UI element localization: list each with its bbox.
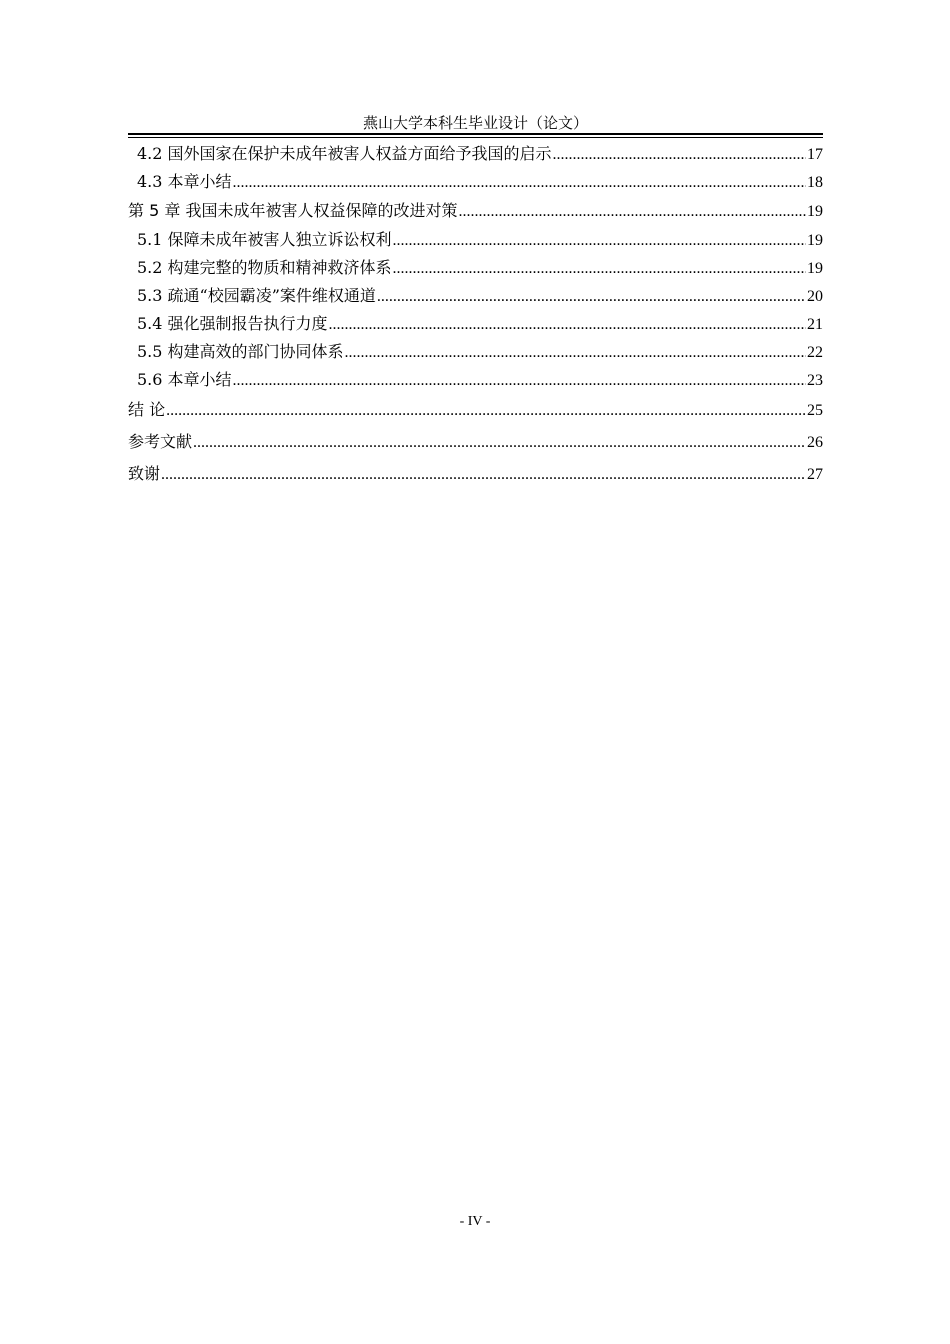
page-header: 燕山大学本科生毕业设计（论文） <box>362 114 588 132</box>
toc-entry-page: 19 <box>807 260 823 277</box>
toc-entry-title: 5.2 构建完整的物质和精神救济体系 <box>137 258 392 277</box>
toc-dot-leader <box>345 339 806 367</box>
toc-entry-title: 4.2 国外国家在保护未成年被害人权益方面给予我国的启示 <box>137 144 552 163</box>
header-rule-thick <box>128 133 823 135</box>
toc-entry-page: 25 <box>807 402 823 419</box>
table-of-contents <box>128 140 823 490</box>
toc-entry[interactable] <box>128 458 823 490</box>
toc-dot-leader <box>193 427 806 459</box>
toc-entry-page: 21 <box>807 316 823 333</box>
toc-entry-page: 20 <box>807 288 823 305</box>
toc-dot-leader <box>233 367 806 395</box>
toc-dot-leader <box>166 395 806 427</box>
toc-entry[interactable] <box>128 196 823 226</box>
toc-entry[interactable] <box>128 394 823 426</box>
toc-entry-title: 5.4 强化强制报告执行力度 <box>137 314 328 333</box>
toc-entry-title: 结 论 <box>128 400 166 419</box>
toc-entry-title: 参考文献 <box>128 432 193 451</box>
toc-entry-page: 26 <box>807 434 823 451</box>
toc-dot-leader <box>233 169 806 197</box>
toc-entry-title: 第 5 章 我国未成年被害人权益保障的改进对策 <box>128 201 458 220</box>
toc-entry-page: 23 <box>807 372 823 389</box>
toc-entry-title: 5.5 构建高效的部门协同体系 <box>137 342 344 361</box>
toc-entry-page: 22 <box>807 344 823 361</box>
toc-entry-page: 18 <box>807 174 823 191</box>
toc-dot-leader <box>161 459 806 491</box>
toc-entry[interactable] <box>128 426 823 458</box>
toc-dot-leader <box>329 311 806 339</box>
toc-dot-leader <box>393 227 806 255</box>
header-rule-thin <box>128 137 823 138</box>
toc-entry-title: 5.3 疏通“校园霸凌”案件维权通道 <box>137 286 376 305</box>
toc-entry[interactable] <box>128 254 823 282</box>
page-number: - IV - <box>459 1214 491 1229</box>
toc-entry[interactable] <box>128 366 823 394</box>
toc-entry-page: 19 <box>807 232 823 249</box>
toc-entry-title: 致谢 <box>128 464 161 483</box>
toc-entry-page: 19 <box>807 203 823 220</box>
toc-entry-page: 27 <box>807 466 823 483</box>
toc-entry[interactable] <box>128 140 823 168</box>
toc-dot-leader <box>553 141 806 169</box>
toc-entry-title: 4.3 本章小结 <box>137 172 232 191</box>
toc-entry[interactable] <box>128 226 823 254</box>
toc-dot-leader <box>393 255 806 283</box>
toc-dot-leader <box>377 283 806 311</box>
toc-entry[interactable] <box>128 168 823 196</box>
toc-entry[interactable] <box>128 338 823 366</box>
toc-entry-title: 5.1 保障未成年被害人独立诉讼权利 <box>137 230 392 249</box>
toc-dot-leader <box>458 197 806 227</box>
toc-entry-page: 17 <box>807 146 823 163</box>
toc-entry[interactable] <box>128 282 823 310</box>
toc-entry-title: 5.6 本章小结 <box>137 370 232 389</box>
toc-entry[interactable] <box>128 310 823 338</box>
